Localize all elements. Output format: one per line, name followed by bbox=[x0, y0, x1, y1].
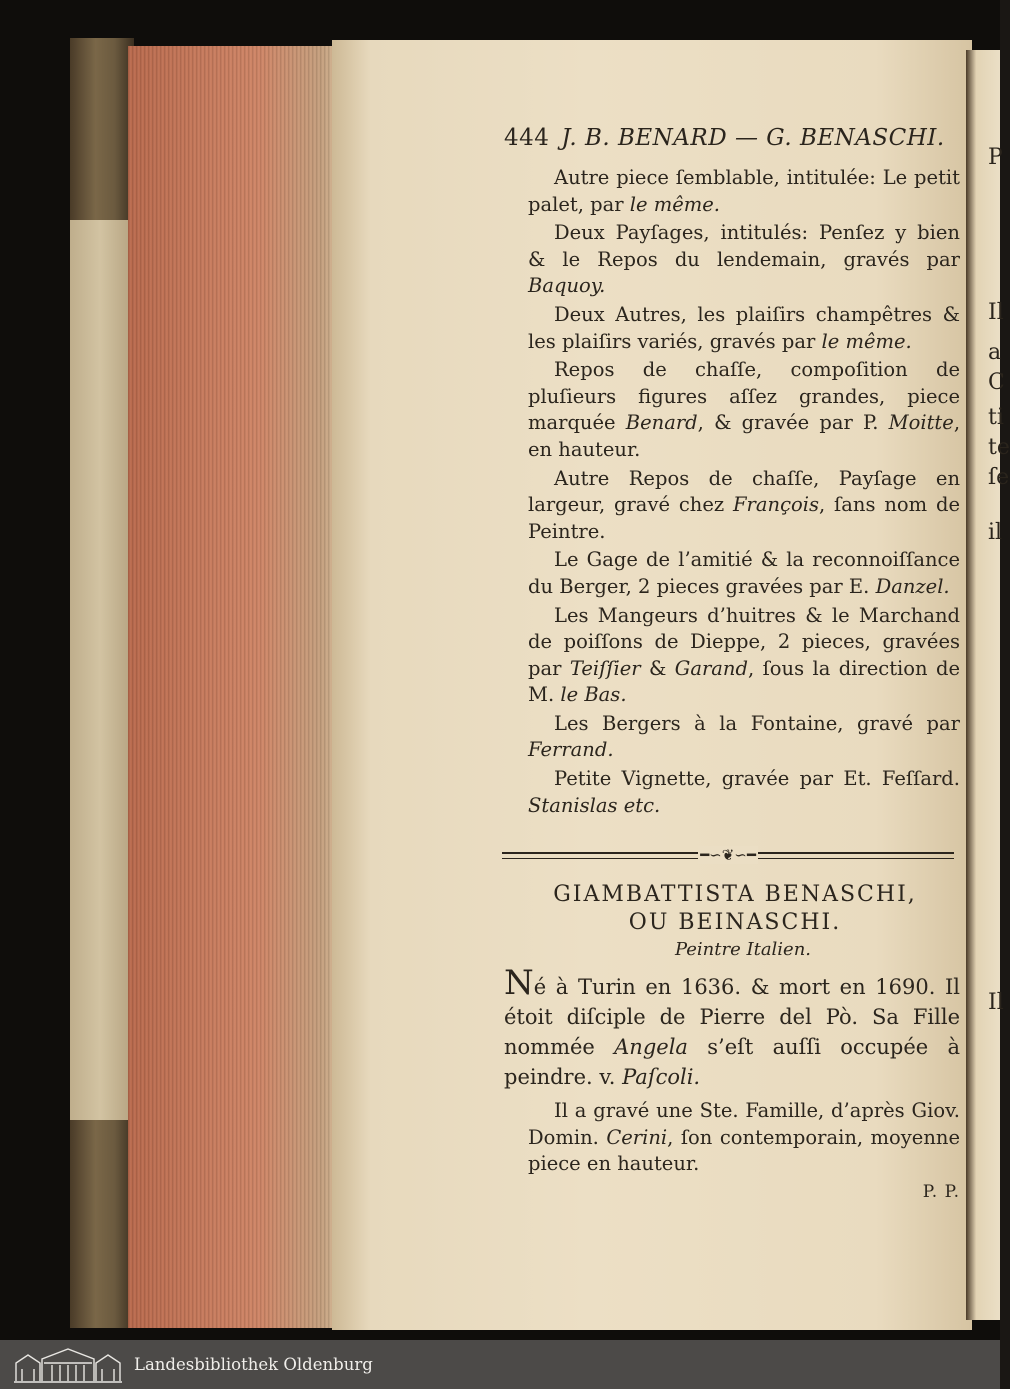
facing-page-letter: ſe bbox=[988, 465, 1010, 490]
entry-text-segment: Teiſſier bbox=[569, 656, 641, 680]
entry-text-segment: le Bas. bbox=[560, 683, 627, 707]
entry-text-segment: Petite Vignette, gravée par Et. Feſſard. bbox=[554, 767, 960, 791]
entry-text-segment: Les Mangeurs d’huitres & le Marchand de poiſſons de Dieppe, 2 pieces, gravées par bbox=[528, 603, 960, 680]
library-name: Landesbibliothek Oldenburg bbox=[134, 1355, 373, 1374]
entry2-text-segment: , ſon contemporain, moyenne piece en hauteur. bbox=[528, 1125, 960, 1176]
library-footer-bar bbox=[0, 1340, 1000, 1389]
page-text bbox=[504, 125, 961, 1203]
entry-text-segment: Baquoy. bbox=[528, 274, 606, 298]
artist-alt-name: OU BEINASCHI. bbox=[628, 910, 842, 936]
facing-page-letter: Il bbox=[988, 990, 1004, 1015]
print-entry bbox=[528, 766, 960, 819]
artist-subheading: Peintre Italien. bbox=[674, 939, 812, 961]
facing-page-letter: C bbox=[988, 370, 1005, 395]
print-entry bbox=[528, 165, 960, 218]
biography-text bbox=[504, 975, 960, 1089]
print-entry bbox=[528, 220, 960, 300]
book-page-edges bbox=[128, 46, 348, 1328]
library-building-icon bbox=[12, 1345, 124, 1385]
entry-text-segment: Les Bergers à la Fontaine, gravé par bbox=[554, 711, 960, 735]
drop-cap: N bbox=[504, 963, 534, 1004]
entry-text-segment: le même. bbox=[629, 192, 720, 216]
facing-page-letter: te bbox=[988, 435, 1010, 460]
page-number: 444 bbox=[504, 125, 550, 151]
facing-page-letter: a bbox=[988, 340, 1002, 365]
entry-text-segment: Autre piece ſemblable, intitulée: Le petit palet, par bbox=[528, 166, 960, 216]
artist-name: GIAMBATTISTA BENASCHI, bbox=[553, 882, 917, 908]
print-entry bbox=[528, 357, 960, 463]
ornamental-rule bbox=[502, 846, 954, 865]
entry-text-segment: , ſans nom de Peintre. bbox=[528, 493, 960, 543]
entry-text-segment: Repos de chaſſe, compoſition de pluſieurs figures aſſez grandes, piece marquée bbox=[528, 358, 960, 435]
print-entry bbox=[528, 466, 960, 546]
bio-text-segment: é à Turin en 1636. & mort en 1690. Il étoit diſciple de Pierre del Pò. Sa Fille nommée bbox=[504, 975, 960, 1060]
print-entry bbox=[528, 603, 960, 709]
bio-text-segment: Angela bbox=[614, 1035, 688, 1060]
entry-text-segment: Deux Payſages, intitulés: Penſez y bien & le Repos du lendemain, gravés par bbox=[528, 221, 960, 271]
entry-text-segment: & bbox=[640, 656, 675, 680]
print-list bbox=[528, 165, 960, 819]
entry-text-segment: Deux Autres, les plaiſirs champêtres & les plaiſirs variés, gravés par bbox=[528, 302, 960, 353]
facing-page-letter: Il bbox=[988, 300, 1004, 325]
entry-text-segment: François bbox=[733, 493, 819, 517]
entry-text-segment: Benard bbox=[625, 411, 698, 435]
facing-page-letter: ti bbox=[988, 405, 1004, 430]
cover-paper-strip bbox=[70, 220, 130, 1120]
running-title: J. B. BENARD — G. BENASCHI. bbox=[561, 125, 945, 151]
entry-text-segment: , & gravée par P. bbox=[697, 411, 889, 435]
facing-page-fragment bbox=[966, 50, 1010, 1320]
entry2-text-segment: Il a gravé une Ste. Famille, d’après Giov. Domin. bbox=[528, 1099, 960, 1149]
artist-biography bbox=[504, 963, 960, 1092]
entry-text-segment: le même. bbox=[821, 329, 912, 353]
entry-text-segment: , en hauteur. bbox=[528, 411, 961, 461]
facing-page-letter: il bbox=[988, 520, 1003, 545]
bio-text-segment: Paſcoli. bbox=[622, 1065, 701, 1090]
entry-text-segment: Stanislas etc. bbox=[528, 793, 661, 817]
bio-text-segment: s’eſt auſſi occupée à peindre. v. bbox=[504, 1035, 960, 1090]
artist-heading bbox=[510, 881, 960, 937]
entry2-text-segment: Cerini bbox=[606, 1125, 668, 1149]
entry-text-segment: Moitte bbox=[888, 411, 954, 435]
entry-text-segment: Autre Repos de chaſſe, Payſage en largeur, gravé chez bbox=[528, 466, 960, 517]
entry-text-segment: , ſous la direction de M. bbox=[528, 656, 960, 707]
rule-ornament-icon: ━∽❦∽━ bbox=[698, 846, 758, 864]
entry-text-segment: Danzel. bbox=[875, 574, 950, 598]
print-entry bbox=[528, 547, 960, 600]
entry-text-segment: Le Gage de l’amitié & la reconnoiſſance du Berger, 2 pieces gravées par E. bbox=[528, 548, 960, 598]
signature-mark: P. P. bbox=[922, 1182, 960, 1203]
facing-page-letter: P bbox=[988, 145, 1003, 170]
print-entry bbox=[528, 711, 960, 764]
running-head bbox=[504, 125, 960, 151]
entry-text-segment: Garand bbox=[674, 656, 748, 680]
entry-text-segment: Ferrand. bbox=[528, 738, 614, 762]
engraving-entry bbox=[528, 1098, 960, 1178]
print-entry bbox=[528, 302, 960, 355]
